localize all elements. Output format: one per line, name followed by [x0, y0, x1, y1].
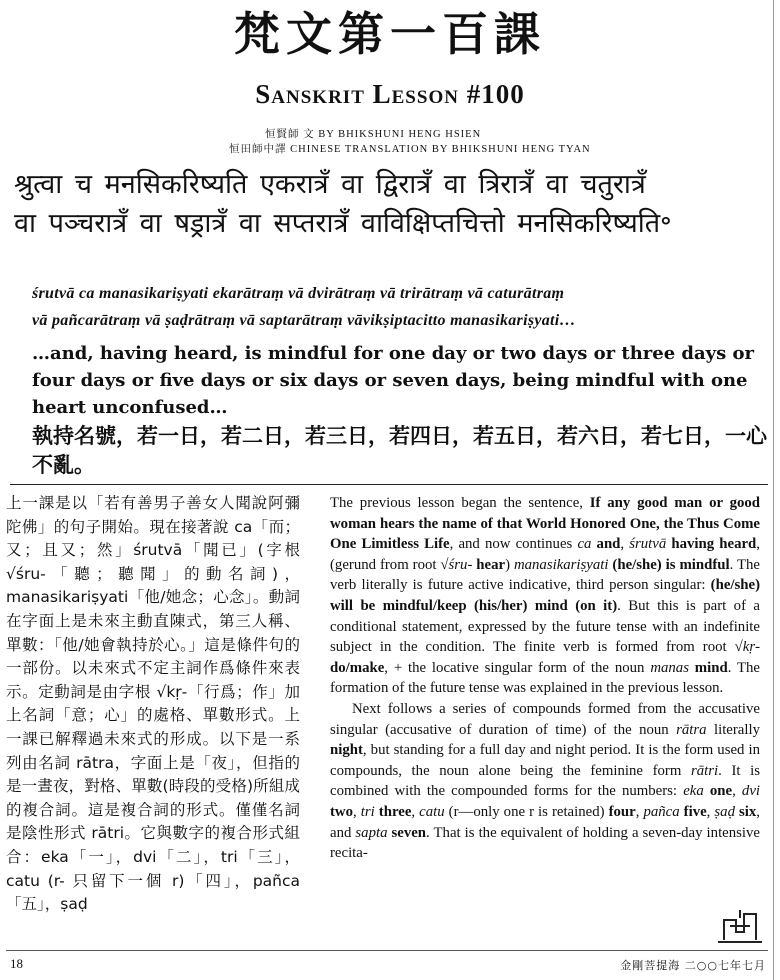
- commentary-paragraph-2: [330, 699, 760, 864]
- text-run: . But this is part of a conditional statement, expressed by the future tense with an indefinite subject in the condition. The finite verb is formed from root: [330, 597, 760, 656]
- text-run: ,: [706, 803, 715, 820]
- text-run: , but standing for a full day and night period. It is the form used in compounds, the noun alone being the feminine form: [330, 742, 760, 779]
- credit-translator: 恒田師中譯 CHINESE TRANSLATION BY BHIKSHUNI HENG TYAN: [229, 144, 591, 155]
- text-run-bold: six: [734, 803, 757, 820]
- text-run: ,: [635, 803, 644, 820]
- transliteration-line-1: śrutvā ca manasikariṣyati ekarātraṃ vā dvirātraṃ vā trirātraṃ vā caturātraṃ: [32, 285, 565, 302]
- chinese-commentary-column: 上一課是以「若有善男子善女人聞說阿彌陀佛」的句子開始。現在接著說 ca「而；又；且又；然」śrutvā「聞已」(字根 √śru-「聽；聽聞」的動名詞)，manasikariṣyati「他/她念；心念」。動詞在字面上是未來主動直陳式，第三人稱、單數：「他/她會執持於心。」這是條件句的一部份。以未來式不定主詞作爲條件來表示。定動詞是由字根 √kṛ-「行爲；作」加上名詞「意；心」的處格、單數形式。上一課已解釋過未來式的形成。以下是一系列由名詞 rātra，字面上是「夜」，但指的是一晝夜，對格、單數(時段的受格)所組成的複合詞。這是複合詞的形式。僅僅名詞是陰性形式 rātri。它與數字的複合形式組合：eka「一」，dvi「二」，tri「三」，catu (r- 只留下一個 r)「四」，pañca「五」，ṣaḍ: [6, 494, 300, 914]
- footer-divider: [6, 950, 768, 951]
- text-run-bold: two: [330, 803, 354, 820]
- page-number: 18: [10, 956, 23, 971]
- english-translation: …and, having heard, is mindful for one day or two days or three days or four days or five days or six days or seven days, being mindful with one heart unconfused…: [32, 343, 755, 418]
- text-run: , and: [330, 803, 760, 841]
- text-run-italic: ṣaḍ: [714, 803, 735, 820]
- text-run: , and now continues: [449, 536, 578, 553]
- transliteration: [32, 280, 767, 334]
- text-run-bold: do/make: [330, 659, 385, 676]
- text-run-bold: night: [330, 742, 363, 759]
- text-run-italic: dvi: [741, 783, 760, 800]
- text-run: , + the locative singular form of the noun: [384, 659, 651, 676]
- chinese-translation: 執持名號，若一日，若二日，若三日，若四日，若五日，若六日，若七日，一心不亂。: [32, 424, 767, 477]
- english-commentary-column: [330, 493, 760, 864]
- text-run-bold: (he/she) is mindful: [608, 556, 730, 573]
- text-run: . The verb literally is future active indicative, third person singular:: [330, 556, 760, 594]
- text-run-italic: √śru-: [440, 556, 473, 573]
- text-run-italic: śrutvā: [629, 536, 667, 553]
- text-run: ,: [411, 803, 420, 820]
- text-run-bold: and: [591, 536, 621, 553]
- text-run-italic: eka: [683, 783, 704, 800]
- section-divider: [10, 484, 768, 485]
- title-chinese: 梵文第一百課: [234, 7, 546, 61]
- text-run-bold: five: [679, 803, 707, 820]
- text-run-italic: sapta: [355, 824, 388, 841]
- text-run: ,: [620, 536, 630, 553]
- text-run: literally: [706, 721, 760, 738]
- text-run-bold: having heard: [666, 536, 757, 553]
- text-run: Next follows a series of compounds formed from the accusative singular (accusative of duration of time) of the noun: [330, 700, 760, 738]
- text-run-italic: rātri: [690, 762, 719, 779]
- text-run-bold: four: [608, 803, 636, 820]
- text-run-italic: manasikariṣyati: [513, 556, 609, 573]
- text-run-bold: three: [374, 803, 412, 820]
- text-run-bold: one: [703, 783, 733, 800]
- text-run: ): [505, 556, 514, 573]
- text-run: (r—only one r is retained): [444, 803, 609, 820]
- publication-logo-icon: [712, 906, 768, 948]
- text-run-bold: seven: [387, 824, 427, 841]
- text-run-bold: hear: [472, 556, 506, 573]
- text-run: . The formation of the future tense was explained in the previous lesson.: [330, 659, 760, 697]
- text-run-bold: (he/she) will be mindful/keep (his/her) mind (on it): [330, 577, 760, 614]
- page-edge: [773, 0, 774, 980]
- commentary-paragraph-1: [330, 493, 760, 699]
- text-run: ,: [732, 783, 742, 800]
- text-run: , (gerund from root: [330, 536, 760, 573]
- text-run-bold: mind: [688, 659, 728, 676]
- text-run-italic: catu: [419, 803, 445, 820]
- text-run-italic: ca: [577, 536, 592, 553]
- credits: [229, 127, 591, 157]
- text-run-italic: pañca: [643, 803, 680, 820]
- transliteration-line-2: vā pañcarātraṃ vā ṣaḍrātraṃ vā saptarātraṃ vāvikṣiptacitto manasikariṣyati…: [32, 312, 576, 329]
- text-run: . That is the equivalent of holding a seven-day intensive recita-: [330, 824, 760, 862]
- credit-author: 恒賢師 文 BY BHIKSHUNI HENG HSIEN: [265, 129, 482, 140]
- title-english: Sanskrit Lesson #100: [255, 79, 525, 109]
- text-run-italic: √kṛ-: [734, 639, 760, 656]
- text-run: ,: [353, 803, 361, 820]
- publication-info: 金剛菩提海 二○○七年七月: [620, 959, 766, 972]
- text-run-bold: If any good man or good woman hears the name of that World Honored One, the Thus Come One Limitless Life: [330, 495, 760, 553]
- text-run: The previous lesson began the sentence,: [330, 495, 590, 511]
- sanskrit-line-1: श्रुत्वा च मनसिकरिष्यति एकरात्रँ वा द्विरात्रँ वा त्रिरात्रँ वा चतुरात्रँ: [14, 169, 646, 200]
- sanskrit-devanagari: [14, 165, 764, 243]
- sanskrit-line-2: वा पञ्चरात्रँ वा षड्रात्रँ वा सप्तरात्रँ वाविक्षिप्तचित्तो मनसिकरिष्यति॰: [14, 208, 672, 239]
- text-run-italic: tri: [360, 803, 375, 820]
- text-run-italic: rātra: [676, 721, 707, 738]
- text-run: . It is combined with the compounded forms for the numbers:: [330, 762, 760, 800]
- text-run-italic: manas: [650, 659, 689, 676]
